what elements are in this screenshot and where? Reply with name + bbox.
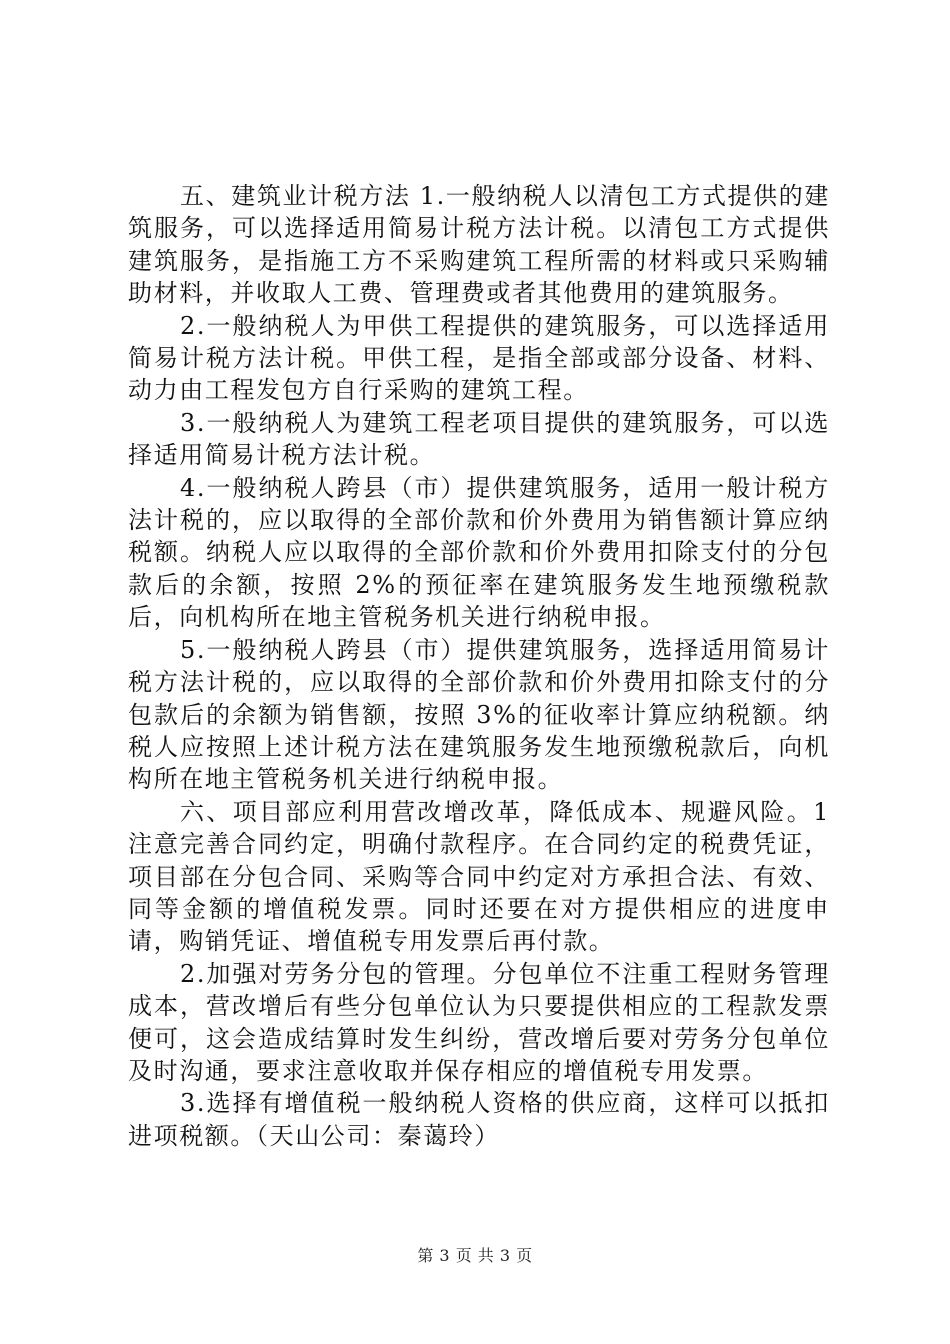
paragraph-item-3: 3.一般纳税人为建筑工程老项目提供的建筑服务，可以选择适用简易计税方法计税。: [128, 408, 830, 470]
paragraph-six-item-2: 2.加强对劳务分包的管理。分包单位不注重工程财务管理成本，营改增后有些分包单位认为只要提供相应的工程款发票便可，这会造成结算时发生纠纷，营改增后要对劳务分包单位及时沟通，要求注意收取并保存相应的增值税专用发票。: [128, 959, 830, 1085]
paragraph-item-2: 2.一般纳税人为甲供工程提供的建筑服务，可以选择适用简易计税方法计税。甲供工程，是指全部或部分设备、材料、动力由工程发包方自行采购的建筑工程。: [128, 311, 830, 405]
paragraph-six-item-3: 3.选择有增值税一般纳税人资格的供应商，这样可以抵扣进项税额。（天山公司：秦蔼玲）: [128, 1089, 830, 1150]
paragraph-item-4: 4.一般纳税人跨县（市）提供建筑服务，适用一般计税方法计税的，应以取得的全部价款和价外费用为销售额计算应纳税额。纳税人应以取得的全部价款和价外费用扣除支付的分包款后的余额，按照 2%的预征率在建筑服务发生地预缴税款后，向机构所在地主管税务机关进行纳税申报。: [128, 473, 830, 632]
page-footer: [0, 1243, 950, 1266]
paragraph-item-5: 5.一般纳税人跨县（市）提供建筑服务，选择适用简易计税方法计税的，应以取得的全部价款和价外费用扣除支付的分包款后的余额为销售额，按照 3%的征收率计算应纳税额。纳税人应按照上述计税方法在建筑服务发生地预缴税款后，向机构所在地主管税务机关进行纳税申报。: [128, 635, 830, 794]
document-body: [128, 180, 830, 1152]
paragraph-section-six: 六、项目部应利用营改增改革，降低成本、规避风险。1 注意完善合同约定，明确付款程序。在合同约定的税费凭证，项目部在分包合同、采购等合同中约定对方承担合法、有效、同等金额的增值税发票。同时还要在对方提供相应的进度申请，购销凭证、增值税专用发票后再付款。: [128, 797, 830, 956]
paragraph-section-five: 五、建筑业计税方法 1.一般纳税人以清包工方式提供的建筑服务，可以选择适用简易计税方法计税。以清包工方式提供建筑服务，是指施工方不采购建筑工程所需的材料或只采购辅助材料，并收取人工费、管理费或者其他费用的建筑服务。: [128, 182, 830, 308]
page-number: 第 3 页 共 3 页: [417, 1246, 533, 1265]
